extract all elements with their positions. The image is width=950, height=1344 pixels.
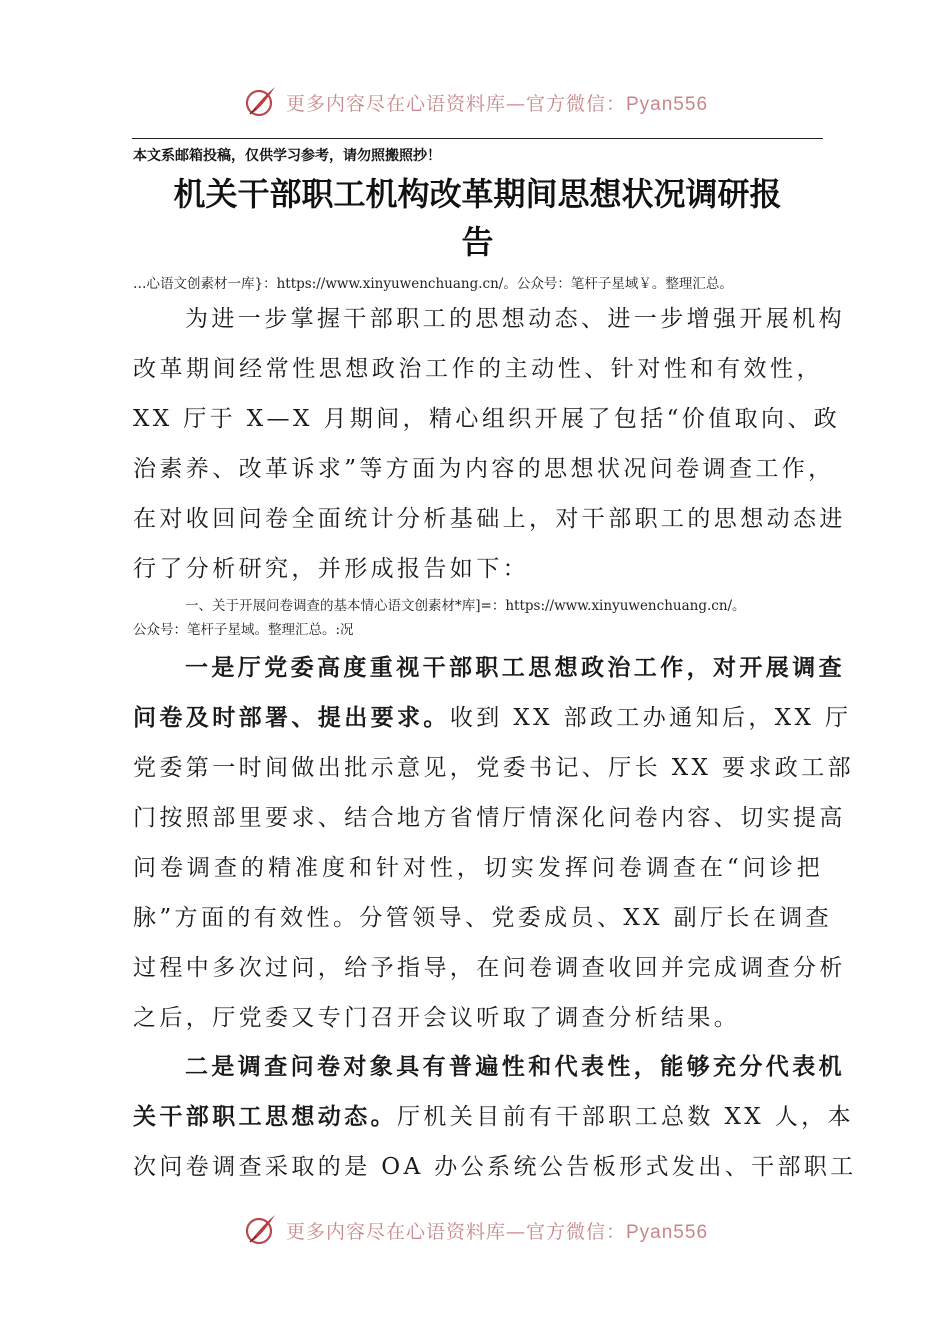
note-line-2: 公众号：笔杆子星域。整理汇总。:况 [133, 622, 354, 638]
para1-bold-lead: 问卷及时部署、提出要求。 [133, 704, 450, 731]
quill-pen-logo-icon [242, 1212, 278, 1248]
wechat-id: Pyan556 [626, 93, 709, 115]
disclaimer: 本文系邮箱投稿，仅供学习参考，请勿照搬照抄！ [133, 148, 441, 164]
section-heading-note [133, 594, 823, 642]
header-rule [132, 138, 823, 139]
banner-text: 更多内容尽在心语资料库—官方微信：Pyan556 [285, 1220, 709, 1243]
para1-line: 党委第一时间做出批示意见，党委书记、厅长 XX 要求政工部 [133, 755, 854, 781]
intro-line: 为进一步掌握干部职工的思想动态、进一步增强开展机构 [185, 306, 845, 332]
paragraph-1 [133, 643, 854, 1043]
quill-pen-logo-icon [242, 84, 278, 120]
intro-paragraph [133, 294, 846, 594]
para1-mixed-line [133, 693, 852, 743]
para1-line: 脉”方面的有效性。分管领导、党委成员、XX 副厅长在调查 [133, 905, 833, 931]
wechat-id: Pyan556 [626, 1221, 709, 1243]
note-line-1: 一、关于开展问卷调查的基本情心语文创素材*库]=：https://www.xinyuwenchuang.cn/。 [185, 598, 746, 614]
banner-text: 更多内容尽在心语资料库—官方微信：Pyan556 [285, 92, 709, 115]
para1-line: 问卷调查的精准度和针对性，切实发挥问卷调查在“问诊把 [133, 855, 823, 881]
para2-bold-line: 二是调查问卷对象具有普遍性和代表性，能够充分代表机 [185, 1053, 845, 1080]
para1-line: 门按照部里要求、结合地方省情厅情深化问卷内容、切实提高 [133, 805, 846, 831]
intro-line: 行了分析研究，并形成报告如下： [133, 556, 529, 582]
para1-line: 过程中多次过问，给予指导，在问卷调查收回并完成调查分析 [133, 955, 846, 981]
para2-line: 次问卷调查采取的是 OA 办公系统公告板形式发出、干部职工 [133, 1154, 857, 1180]
source-line: …心语文创素材一库}：https://www.xinyuwenchuang.cn/。公众号：笔杆子星域￥。整理汇总。 [133, 276, 733, 292]
intro-line: XX 厅于 X—X 月期间，精心组织开展了包括“价值取向、政 [133, 406, 841, 432]
intro-line: 改革期间经常性思想政治工作的主动性、针对性和有效性， [133, 356, 823, 382]
para1-rest: 收到 XX 部政工办通知后，XX 厅 [449, 705, 852, 731]
document-title [132, 170, 823, 266]
para1-bold-line: 一是厅党委高度重视干部职工思想政治工作，对开展调查 [185, 654, 845, 681]
para1-line: 之后，厅党委又专门召开会议听取了调查分析结果。 [133, 1005, 741, 1031]
paragraph-2 [133, 1042, 857, 1192]
para2-bold-lead: 关干部职工思想动态。 [133, 1103, 397, 1130]
intro-line: 在对收回问卷全面统计分析基础上，对干部职工的思想动态进 [133, 506, 846, 532]
intro-line: 治素养、改革诉求”等方面为内容的思想状况问卷调查工作， [133, 456, 835, 482]
para2-rest: 厅机关目前有干部职工总数 XX 人，本 [397, 1104, 854, 1130]
footer-banner [0, 1208, 950, 1252]
para2-mixed-line [133, 1092, 854, 1142]
header-banner [0, 80, 950, 124]
title-line-1: 机关干部职工机构改革期间思想状况调研报 [173, 175, 782, 213]
title-line-2: 告 [461, 223, 494, 261]
